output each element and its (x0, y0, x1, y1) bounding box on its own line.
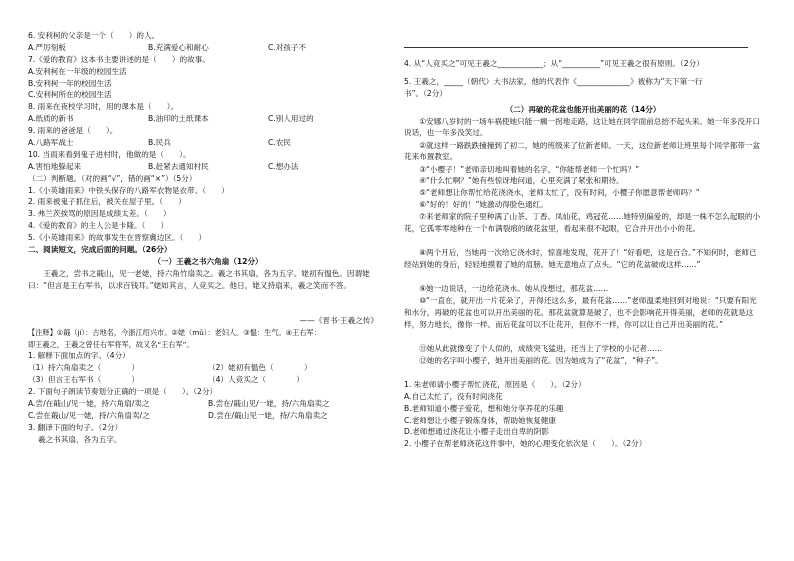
question-8-options (28, 113, 388, 125)
note-line-1: 【注释】①蕺（jí）：古地名，今浙江绍兴市。②姥（mǔ）：老妇人。③愠：生气。④王右军： (28, 327, 321, 337)
paragraph-1: ①安娜八岁时的一场车祸使她只能一瘸一拐地走路，这让她在同学面前总抬不起头来。她一年多没开口说话，也一年多没笑过。 (404, 116, 761, 138)
paragraph-3: ③“小樱子！”老师亲切地叫着她的名字，“你能帮老师一个忙吗？” (419, 164, 640, 174)
question-2-option-b: B.尝在/蕺山见/一姥，持/六角扇卖之 (208, 399, 330, 409)
question-7-option-a: A.安利柯在一年级的校园生活 (28, 66, 127, 76)
reading-question-1-option-b: B.老师知道小樱子爱花，想和她分享养花的乐趣 (404, 403, 564, 413)
note-line-2: 即王羲之，王羲之曾任右军将军，故又名“王右军”。 (28, 339, 194, 349)
judge-5: 5.《小英雄雨来》的故事发生在晋察冀边区。（ ） (28, 233, 207, 243)
reading-question-1-option-c: C.老师想让小樱子锻炼身体，帮助她恢复健康 (404, 415, 556, 425)
reading-question-2: 2. 小樱子在帮老师浇花这件事中，她的心理变化依次是（ ）。（2分） (404, 439, 647, 449)
question-9-options (28, 137, 388, 149)
question-6-options (28, 42, 388, 54)
option-a: A.害怕地躲起来 (28, 161, 82, 171)
paragraph-6: ⑥“好的！好的！”她激动得脸色通红。 (419, 200, 548, 210)
question-7: 7.《爱的教育》这本书主要讲述的是（ ）的故事。 (28, 54, 210, 64)
judge-4: 4.《爱的教育》的主人公是卡隆。（ ） (28, 221, 169, 231)
paragraph-5: ⑤“老师想让你帮忙给花浇浇水，老师太忙了，没有时间，小樱子你愿意帮老师吗？” (419, 188, 700, 198)
question-5-line-2: 书”。（2分） (404, 88, 447, 98)
question-2-option-c: C.尝在蕺山/见一姥，持/六角扇卖/之 (28, 410, 150, 420)
option-b: B.民兵 (148, 138, 171, 148)
paragraph-10: ⑩“一直在，就开出一片花朵了，开得还这么多，最有花盆……”老师温柔地回到对地说：“只要有阳光和水分，再破的花盆也可以开出美丽的花。那花盆就算是破了，也不会影响花开得美丽，老师的花就是这样，努力地长，像你一样。而后花盆可以不让花开，但你不一样，你可以让自己开出美丽的花。” (404, 296, 757, 329)
judge-1: 1.《小英雄雨来》中铁头保存的八路军衣物是衣带。（ ） (28, 185, 229, 195)
question-2-option-d: D.尝在/蕺山见一姥，持/六角扇卖之 (208, 410, 328, 420)
question-2-option-a: A.尝/在蕺山/见一姥，持六角扇/卖之 (28, 399, 150, 409)
question-2-row-1 (28, 398, 388, 410)
question-8: 8. 雨来在夜校学习时，用的课本是（ ）。 (28, 102, 179, 112)
reading-section-title: 二、阅读短文，完成后面的问题。（26分） (28, 245, 172, 255)
question-7-option-b: B.安利柯一年的校园生活 (28, 78, 112, 88)
paragraph-2: ②就这样一路跌跌撞撞到了初二，她的班级来了位新老师。一天，这位新老师让班里每个同学都带一盆花来布置教室。 (404, 140, 761, 162)
header-rule (404, 47, 748, 48)
option-b: B.赶紧去通知村民 (148, 161, 209, 171)
paragraph-8: ⑧两个月后，当她再一次给它浇水时，惊喜地发现，花开了！“好看吧，这是百合。”不知何时，老师已经站到她的身后，轻轻地摸着了她的肩膀。她无意地点了点头。“它的花盆破成这样……” (404, 248, 757, 270)
question-1-row-1 (28, 362, 388, 374)
question-7-option-c: C.安利柯所在的校园生活 (28, 90, 112, 100)
option-b: B.充满爱心和耐心 (148, 42, 209, 52)
option-b: B.油印的土纸课本 (148, 114, 209, 124)
question-1-item-4: （4）人竞买之（ ） (208, 375, 304, 385)
judge-section-title: （二）判断题。（对的画“√”，错的画“×”）（5分） (28, 173, 197, 183)
question-2-row-2 (28, 410, 388, 422)
right-column (404, 58, 762, 450)
option-c: C.对孩子不 (268, 42, 307, 52)
judge-3: 3. 弗兰茨挨骂的原因是成绩太差。（ ） (28, 209, 171, 219)
judge-2: 2. 雨来被鬼子抓住后，被关在屋子里。（ ） (28, 197, 186, 207)
article-1-title: （一）王羲之书六角扇（12分） (153, 256, 263, 266)
question-9: 9. 雨来的爸爸是（ ）。 (28, 126, 118, 136)
reading-question-1: 1. 朱老师请小樱子帮忙浇花，原因是（ ）。（2分） (404, 379, 586, 389)
paragraph-11: ⑪她从此就像变了个人似的，成绩突飞猛进，还当上了学校的小记者…… (419, 344, 663, 354)
reading-question-1-option-d: D.老师想通过浇花让小樱子走出自卑的阴影 (404, 427, 549, 437)
article-1-text: 王羲之，尝书之蕺山，见一老姥，持六角竹扇卖之。羲之书其扇，各为五字。姥初有愠色。因谓姥曰：“但言是王右军书，以求百钱耳。”姥如其言，人竞买之。他日，姥又持扇来，羲之笑而不答。 (28, 268, 370, 290)
option-a: A.严厉刻板 (28, 42, 66, 52)
paragraph-12: ⑫她的名字叫小樱子，她开出美丽的花。因为她成为了“花盆”，“种子”。 (419, 355, 663, 365)
question-1-row-2 (28, 374, 388, 386)
question-1-item-1: （1）持六角扇卖之（ ） (28, 363, 140, 373)
question-3: 3. 翻译下面的句子。（2分） (28, 422, 123, 432)
question-1-item-2: （2）姥初有愠色（ ） (208, 363, 312, 373)
question-3-sentence: 羲之书其扇，各为五字。 (38, 434, 122, 444)
left-column (28, 30, 388, 446)
reading-question-1-option-a: A.自己太忙了，没有时间浇花 (404, 391, 503, 401)
option-c: C.农民 (268, 138, 291, 148)
option-a: A.纸质的新书 (28, 114, 74, 124)
option-c: C.想办法 (268, 161, 299, 171)
question-1: 1. 解释下面加点的字。（4分） (28, 351, 130, 361)
paragraph-4: ④“什么忙啊？”她有些惊讶地问道，心里充满了紧张和期待。 (419, 176, 624, 186)
question-5-line-1: 5. 王羲之，_____（朝代）大书法家，他的代表作《______________》被称为“天下第一行 (404, 76, 703, 86)
question-10-options (28, 161, 388, 173)
article-1-source: ——《晋书·王羲之传》 (299, 315, 378, 325)
question-6: 6. 安利柯的父亲是一个（ ）的人。 (28, 31, 160, 40)
article-2-title: （二）再破的花盆也能开出美丽的花（14分） (505, 104, 661, 114)
question-10: 10. 当雨来看到鬼子进村时，他做的是（ ）。 (28, 149, 191, 159)
option-c: C.别人用过的 (268, 114, 314, 124)
question-4: 4. 从“人竞买之”可见王羲之____________；从“__________”可见王羲之很有原则。（2分） (404, 59, 704, 68)
paragraph-9: ⑨她一边说话，一边给花浇水。她从没想过，那花盆…… (419, 284, 609, 294)
question-2: 2. 下面句子朗读节奏划分正确的一项是（ ）。（2分） (28, 387, 218, 397)
question-1-item-3: （3）但言王右军书（ ） (28, 375, 140, 385)
option-a: A.八路军战士 (28, 138, 74, 148)
paragraph-7: ⑦来老师家的院子里种满了山茶、丁香、凤仙花、鸡冠花……她特别偏爱的，却是一株不怎么起眼的小花，它孤零零地种在一个布满裂痕的破花盆里，看起来很不起眼，它合并开出小小的花。 (404, 212, 761, 234)
